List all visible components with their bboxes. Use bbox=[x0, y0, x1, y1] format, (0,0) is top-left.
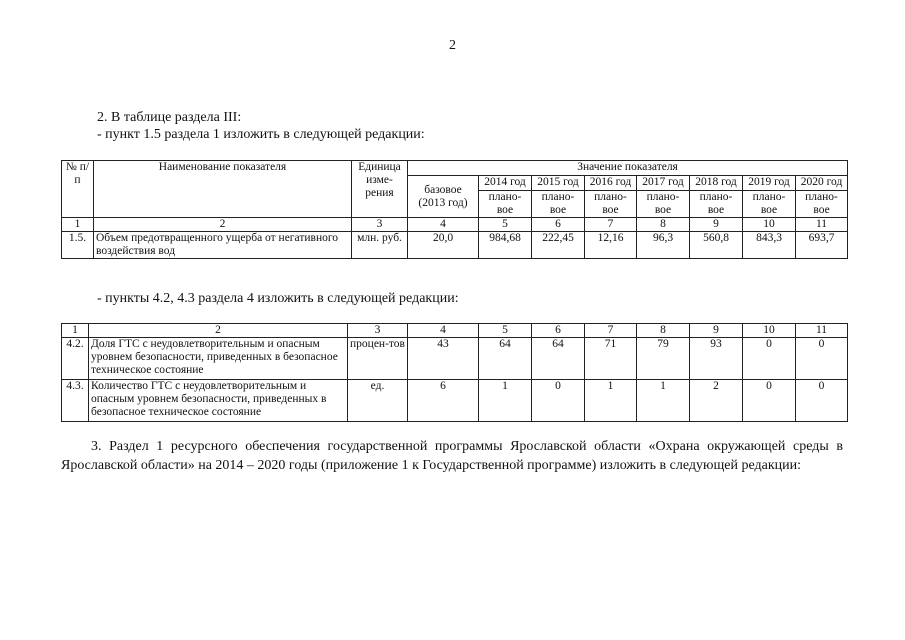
row-value: 843,3 bbox=[743, 232, 796, 259]
column-number: 11 bbox=[796, 324, 848, 338]
header-unit bbox=[352, 161, 408, 218]
row-value: 64 bbox=[532, 338, 585, 380]
column-number: 10 bbox=[743, 218, 796, 232]
planned-line-1: плано- bbox=[752, 191, 786, 203]
header-unit-line-3: рения bbox=[365, 187, 394, 199]
row-unit: млн. руб. bbox=[352, 232, 408, 259]
planned-line-2: вое bbox=[813, 204, 830, 216]
row-indicator-name: Количество ГТС с неудовлетворительным и опасным уровнем безопасности, приведенных в безопасное техническое состояние bbox=[89, 380, 348, 422]
paragraph-resource-section bbox=[61, 437, 843, 475]
column-number: 7 bbox=[585, 218, 637, 232]
row-value: 71 bbox=[585, 338, 637, 380]
header-planned bbox=[796, 191, 848, 218]
column-number: 4 bbox=[408, 218, 479, 232]
paragraph-items-4-2-4-3: - пункты 4.2, 4.3 раздела 4 изложить в следующей редакции: bbox=[97, 291, 459, 306]
header-planned bbox=[637, 191, 690, 218]
column-number: 3 bbox=[348, 324, 408, 338]
header-year: 2015 год bbox=[532, 176, 585, 191]
row-value: 93 bbox=[690, 338, 743, 380]
paragraph-table-section-3: 2. В таблице раздела III: bbox=[97, 110, 242, 125]
row-unit: процен-тов bbox=[348, 338, 408, 380]
row-unit: ед. bbox=[348, 380, 408, 422]
planned-line-2: вое bbox=[496, 204, 514, 216]
column-number: 7 bbox=[585, 324, 637, 338]
row-indicator-name: Объем предотвращенного ущерба от негативного воздействия вод bbox=[94, 232, 352, 259]
row-value: 2 bbox=[690, 380, 743, 422]
row-number: 4.3. bbox=[62, 380, 89, 422]
row-value: 693,7 bbox=[796, 232, 848, 259]
column-number: 1 bbox=[62, 324, 89, 338]
row-value: 43 bbox=[408, 338, 479, 380]
row-value: 96,3 bbox=[637, 232, 690, 259]
row-value: 20,0 bbox=[408, 232, 479, 259]
header-base-line-2: (2013 год) bbox=[418, 196, 468, 209]
planned-line-2: вое bbox=[654, 204, 672, 216]
header-unit-line-2: изме- bbox=[366, 174, 393, 186]
row-value: 12,16 bbox=[585, 232, 637, 259]
planned-line-2: вое bbox=[707, 204, 725, 216]
planned-line-1: плано- bbox=[646, 191, 680, 203]
column-number: 6 bbox=[532, 324, 585, 338]
row-value: 560,8 bbox=[690, 232, 743, 259]
paragraph-item-1-5: - пункт 1.5 раздела 1 изложить в следующей редакции: bbox=[97, 127, 425, 142]
header-number: № п/п bbox=[62, 161, 94, 218]
indicator-table-2 bbox=[61, 323, 848, 422]
row-indicator-name: Доля ГТС с неудовлетворительным и опасным уровнем безопасности, приведенных в безопасное техническое состояние bbox=[89, 338, 348, 380]
page-number: 2 bbox=[449, 38, 456, 53]
column-number: 11 bbox=[796, 218, 848, 232]
row-value: 0 bbox=[796, 338, 848, 380]
planned-line-2: вое bbox=[760, 204, 778, 216]
planned-line-1: плано- bbox=[541, 191, 575, 203]
column-number: 2 bbox=[89, 324, 348, 338]
row-value: 1 bbox=[585, 380, 637, 422]
row-number: 4.2. bbox=[62, 338, 89, 380]
column-number: 10 bbox=[743, 324, 796, 338]
row-value: 6 bbox=[408, 380, 479, 422]
column-number: 9 bbox=[690, 218, 743, 232]
row-value: 0 bbox=[743, 338, 796, 380]
column-number-row bbox=[62, 324, 848, 338]
column-number: 5 bbox=[479, 218, 532, 232]
header-planned bbox=[743, 191, 796, 218]
row-value: 0 bbox=[796, 380, 848, 422]
header-unit-line-1: Единица bbox=[358, 161, 401, 173]
header-indicator-value: Значение показателя bbox=[408, 161, 848, 176]
header-year: 2016 год bbox=[585, 176, 637, 191]
table-row bbox=[62, 338, 848, 380]
column-number: 8 bbox=[637, 324, 690, 338]
column-number: 5 bbox=[479, 324, 532, 338]
column-number: 4 bbox=[408, 324, 479, 338]
header-year: 2020 год bbox=[796, 176, 848, 191]
header-year: 2014 год bbox=[479, 176, 532, 191]
row-value: 0 bbox=[743, 380, 796, 422]
planned-line-2: вое bbox=[602, 204, 619, 216]
row-value: 1 bbox=[479, 380, 532, 422]
row-value: 1 bbox=[637, 380, 690, 422]
header-year: 2019 год bbox=[743, 176, 796, 191]
row-value: 64 bbox=[479, 338, 532, 380]
planned-line-1: плано- bbox=[594, 191, 627, 203]
row-number: 1.5. bbox=[62, 232, 94, 259]
row-value: 0 bbox=[532, 380, 585, 422]
row-value: 79 bbox=[637, 338, 690, 380]
header-planned bbox=[479, 191, 532, 218]
row-value: 222,45 bbox=[532, 232, 585, 259]
indicator-table-1 bbox=[61, 160, 848, 259]
planned-line-1: плано- bbox=[488, 191, 522, 203]
column-number: 8 bbox=[637, 218, 690, 232]
header-base-year bbox=[408, 176, 479, 218]
planned-line-2: вое bbox=[549, 204, 567, 216]
header-planned bbox=[690, 191, 743, 218]
planned-line-1: плано- bbox=[699, 191, 733, 203]
table-row bbox=[62, 232, 848, 259]
row-value: 984,68 bbox=[479, 232, 532, 259]
header-planned bbox=[532, 191, 585, 218]
table-row bbox=[62, 380, 848, 422]
column-number: 6 bbox=[532, 218, 585, 232]
header-planned bbox=[585, 191, 637, 218]
column-number: 3 bbox=[352, 218, 408, 232]
column-number: 9 bbox=[690, 324, 743, 338]
header-indicator-name: Наименование показателя bbox=[94, 161, 352, 218]
planned-line-1: плано- bbox=[805, 191, 838, 203]
header-year: 2018 год bbox=[690, 176, 743, 191]
paragraph-resource-text: 3. Раздел 1 ресурсного обеспечения государственной программы Ярославской области «Охрана окружающей среды в Ярославской области» на 2014 – 2020 годы (приложение 1 к Государственной программе) изложить в следующей редакции: bbox=[61, 439, 843, 473]
column-number: 2 bbox=[94, 218, 352, 232]
column-number-row bbox=[62, 218, 848, 232]
column-number: 1 bbox=[62, 218, 94, 232]
header-year: 2017 год bbox=[637, 176, 690, 191]
header-base-line-1: базовое bbox=[424, 183, 462, 196]
